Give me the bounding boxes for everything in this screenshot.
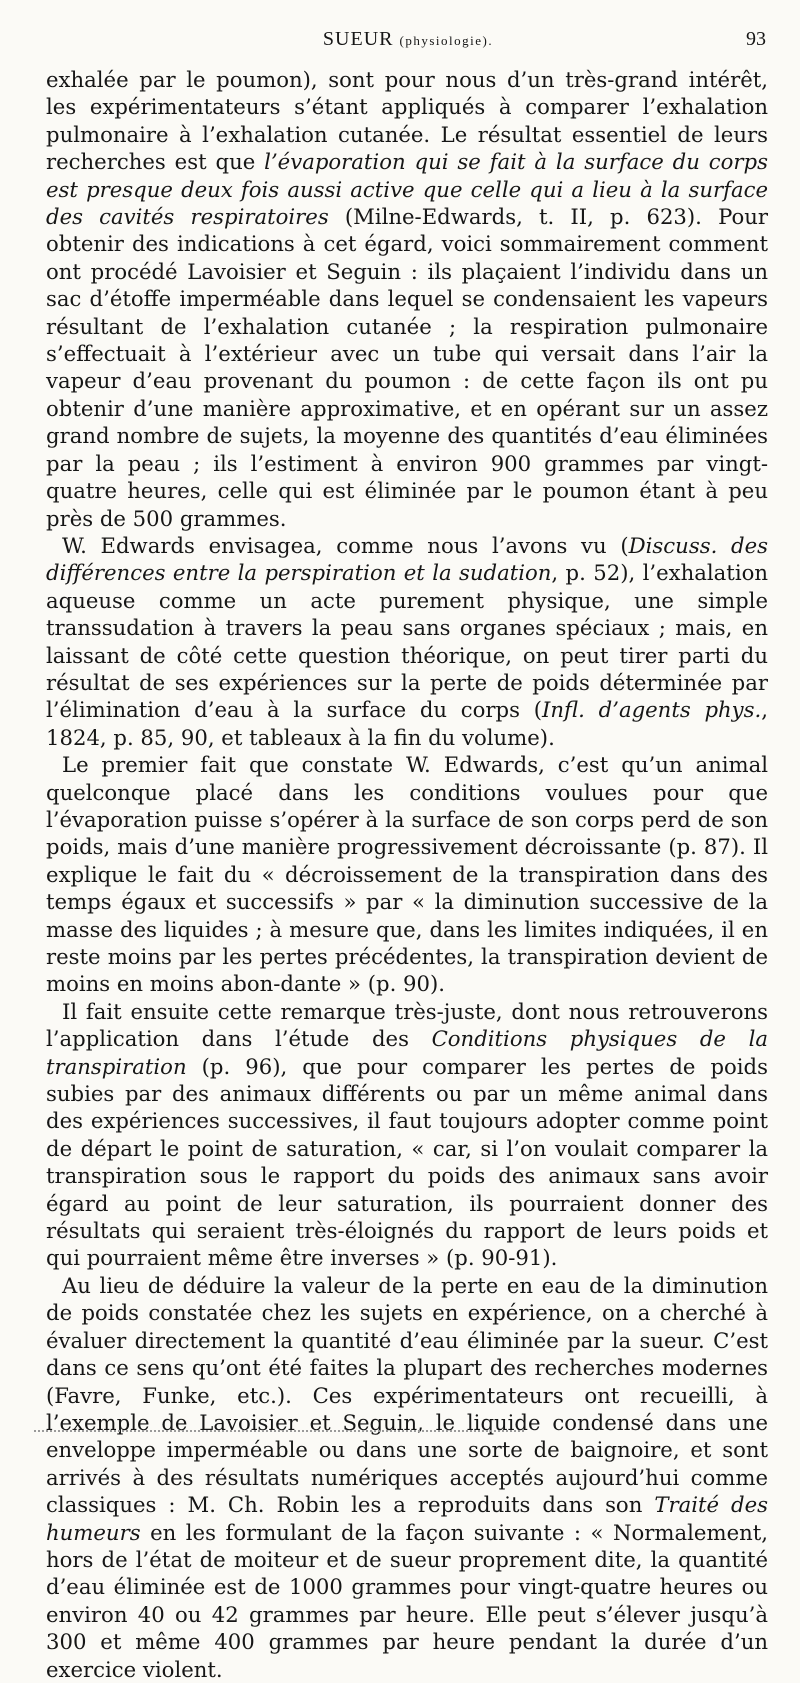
- text-run: exhalée par le poumon), sont pour nous d’un très-grand intérêt, les expérimentateurs s’étant appliqués à comparer l’exhalation pulmonaire à l’exhalation cutanée. Le résultat essentiel de leurs recherches est que: [46, 67, 768, 175]
- italic-run: Infl. d’agents phys.: [542, 697, 762, 723]
- body-text: [46, 66, 768, 1683]
- text-run: , 1824, p. 85, 90, et tableaux à la fin du volume).: [46, 697, 768, 750]
- running-title: [46, 28, 770, 51]
- text-run: Le premier fait que constate W. Edwards, c’est qu’un animal quelconque placé dans les conditions voulues pour que l’évaporation puisse s’opérer à la surface de son corps perd de son poids, mais d’une manière progressivement décroissante (p. 87). Il explique le fait du « décroissement de la transpiration dans des temps égaux et successifs » par « la diminution successive de la masse des liquides ; à mesure que, dans les limites indiquées, il en reste moins par les pertes précédentes, la transpiration devient de moins en moins abon-dante » (p. 90).: [46, 752, 768, 997]
- text-run: , p. 52), l’exhalation aqueuse comme un acte purement physique, une simple transsudation à travers la peau sans organes spéciaux ; mais, en laissant de côté cette question théorique, on peut tirer parti du résultat de ses expériences sur la perte de poids déterminée par l’élimination d’eau à la surface du corps (: [46, 560, 768, 723]
- paragraph-3: [46, 751, 768, 998]
- running-title-sub: (physiologie).: [399, 33, 494, 48]
- text-run: W. Edwards envisagea, comme nous l’avons vu (: [62, 532, 629, 558]
- footer-dotted-rule: [34, 1430, 524, 1432]
- paragraph-5: [46, 1272, 768, 1683]
- page-number: 93: [746, 28, 766, 50]
- italic-run: Discuss. des différences entre la perspiration et la sudation: [46, 532, 768, 586]
- paragraph-1: [46, 66, 768, 532]
- italic-run: Traité des humeurs: [46, 1492, 768, 1545]
- italic-run: Conditions physiques de la transpiration: [46, 1026, 768, 1079]
- italic-run: l’évaporation qui se fait à la surface du corps est presque deux fois aussi active que celle qui a lieu à la surface des cavités respiratoires: [46, 149, 768, 230]
- text-run: en les formulant de la façon suivante : « Normalement, hors de l’état de moiteur et de sueur proprement dite, la quantité d’eau éliminée est de 1000 grammes pour vingt-quatre heures ou environ 40 ou 42 grammes par heure. Elle peut s’élever jusqu’à 300 et même 400 grammes par heure pendant la durée d’un exercice violent.: [46, 1519, 768, 1682]
- text-run: (Milne-Edwards, t. II, p. 623). Pour obtenir des indications à cet égard, voici sommairement comment ont procédé Lavoisier et Seguin : ils plaçaient l’individu dans un sac d’étoffe imperméable dans lequel se condensaient les vapeurs résultant de l’exhalation cutanée ; la respiration pulmonaire s’effectuait à l’extérieur avec un tube qui versait dans l’air la vapeur d’eau provenant du poumon : de cette façon ils ont pu obtenir d’une manière approximative, et en opérant sur un assez grand nombre de sujets, la moyenne des quantités d’eau éliminées par la peau ; ils l’estiment à environ 900 grammes par vingt-quatre heures, celle qui est éliminée par le poumon étant à peu près de 500 grammes.: [46, 204, 768, 531]
- running-title-main: SUEUR: [322, 28, 394, 50]
- text-run: Il fait ensuite cette remarque très-juste, dont nous retrouverons l’application dans l’étude des: [46, 998, 768, 1052]
- paragraph-2: [46, 532, 768, 751]
- text-run: Au lieu de déduire la valeur de la perte en eau de la diminution de poids constatée chez les sujets en expérience, on a cherché à évaluer directement la quantité d’eau éliminée par la sueur. C’est dans ce sens qu’ont été faites la plupart des recherches modernes (Favre, Funke, etc.). Ces expérimentateurs ont recueilli, à l’exemple de Lavoisier et Seguin, le liquide condensé dans une enveloppe imperméable ou dans une sorte de baignoire, et sont arrivés à des résultats numériques acceptés aujourd’hui comme classiques : M. Ch. Robin les a reproduits dans son: [46, 1272, 768, 1518]
- running-head: [46, 28, 770, 58]
- paragraph-4: [46, 998, 768, 1272]
- text-run: (p. 96), que pour comparer les pertes de poids subies par des animaux différents ou par un même animal dans des expériences successives, il faut toujours adopter comme point de départ le point de saturation, « car, si l’on voulait comparer la transpiration sous le rapport du poids des animaux sans avoir égard au point de leur saturation, ils pourraient donner des résultats qui seraient très-éloignés du rapport de leurs poids et qui pourraient même être inverses » (p. 90-91).: [46, 1053, 768, 1271]
